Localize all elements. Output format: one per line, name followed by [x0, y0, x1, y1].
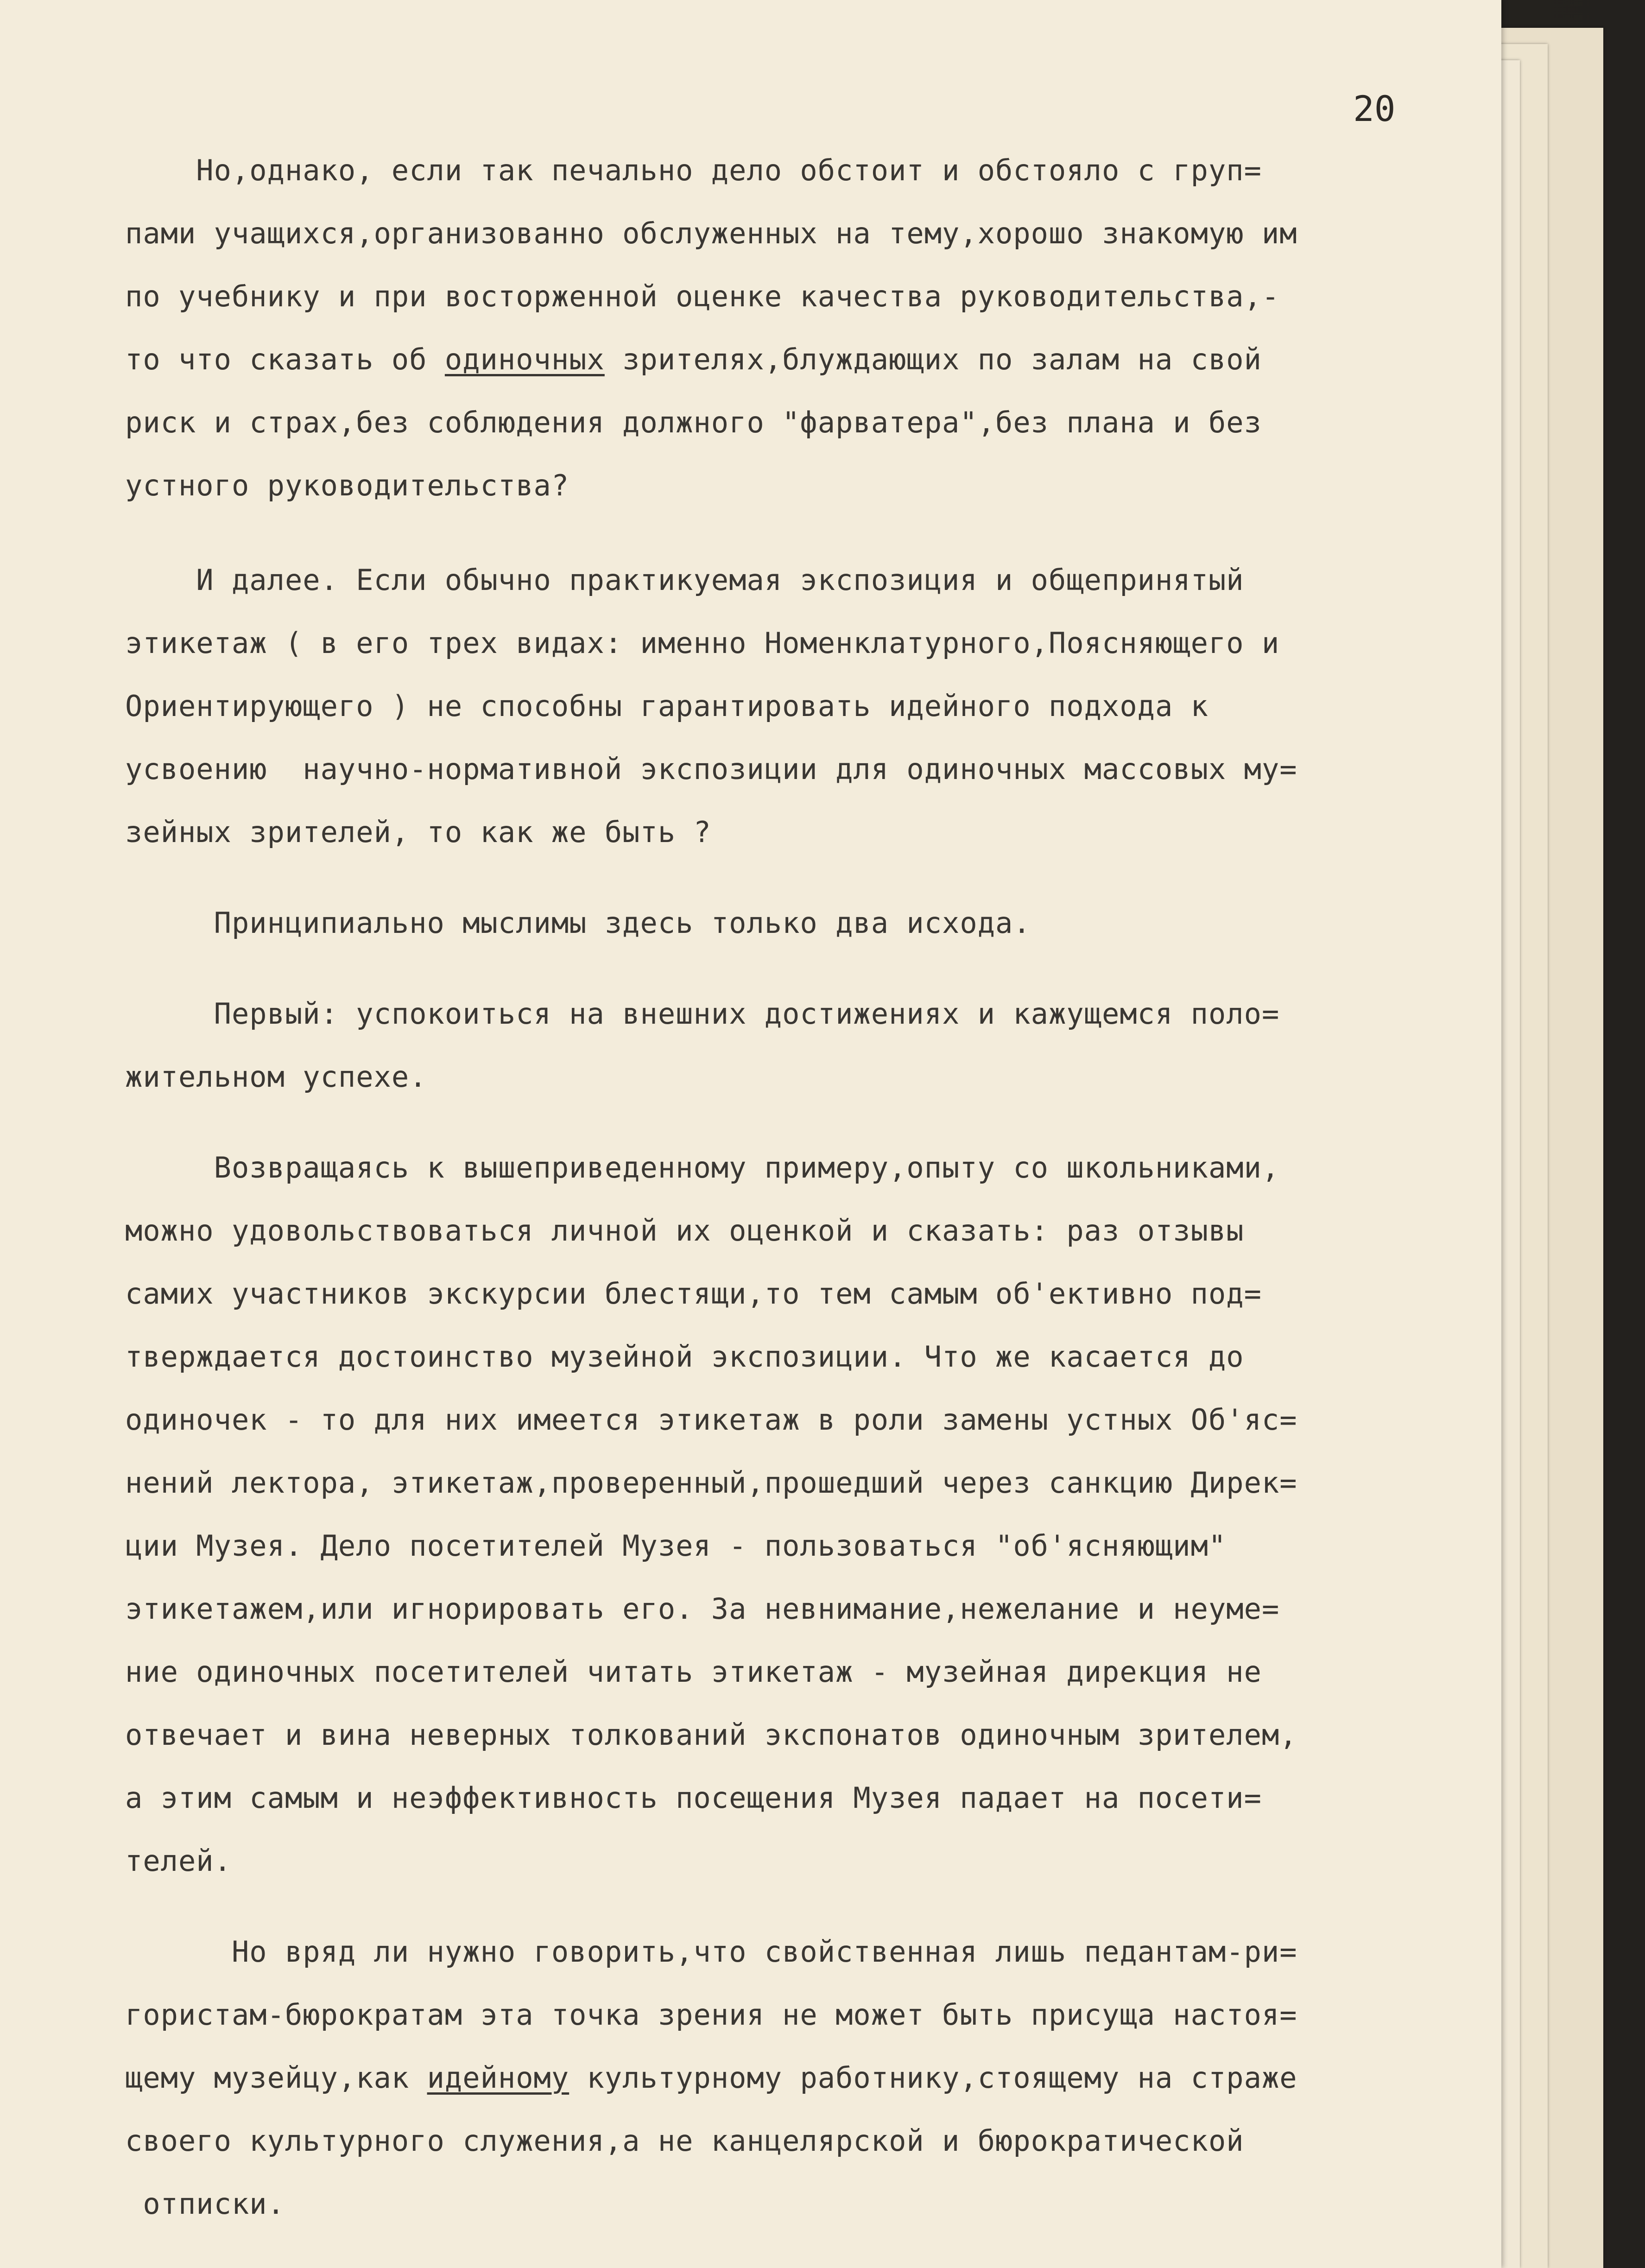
text-line [125, 1641, 1469, 1704]
text-segment: риск и страх,без соблюдения должного "фарватера",без плана и без [125, 405, 1262, 439]
text-segment: пами учащихся,организованно обслуженных на тему,хорошо знакомую им [125, 216, 1297, 250]
text-line [125, 1136, 1469, 1199]
text-line [125, 328, 1469, 391]
body-text [125, 139, 1469, 2236]
text-line [125, 982, 1469, 1045]
text-segment: зейных зрителей, то как же быть ? [125, 815, 711, 849]
text-segment: Принципиально мыслимы здесь только два исхода. [125, 906, 1031, 940]
underlined-word: одиночных [444, 342, 605, 376]
text-segment: жительном успехе. [125, 1060, 427, 1094]
text-line [125, 1262, 1469, 1325]
text-segment: Ориентирующего ) не способны гарантировать идейного подхода к [125, 689, 1208, 723]
text-line [125, 1388, 1469, 1451]
text-line [125, 2110, 1469, 2173]
text-line [125, 139, 1469, 202]
text-segment: культурному работнику,стоящему на страже [569, 2061, 1297, 2095]
paragraph [125, 549, 1469, 864]
text-line [125, 1514, 1469, 1577]
text-segment: а этим самым и неэффективность посещения Музея падает на посети= [125, 1781, 1262, 1815]
paragraph [125, 1920, 1469, 2236]
text-line [125, 2046, 1469, 2110]
text-segment: Но,однако, если так печально дело обстоит и обстояло с груп= [125, 153, 1262, 187]
text-segment: И далее. Если обычно практикуемая экспозиция и общепринятый [125, 563, 1244, 597]
paragraph-gap [125, 517, 1469, 549]
text-segment: этикетаж ( в его трех видах: именно Номенклатурного,Поясняющего и [125, 626, 1280, 660]
text-line [125, 1577, 1469, 1641]
text-line [125, 892, 1469, 955]
text-segment: ции Музея. Дело посетителей Музея - пользоваться "об'ясняющим" [125, 1529, 1227, 1563]
paragraph-gap [125, 864, 1469, 892]
text-segment: гористам-бюрократам эта точка зрения не может быть присуща настоя= [125, 1998, 1297, 2032]
text-line [125, 1325, 1469, 1388]
text-segment: можно удовольствоваться личной их оценкой и сказать: раз отзывы [125, 1214, 1244, 1248]
text-segment: этикетажем,или игнорировать его. За невнимание,нежелание и неуме= [125, 1592, 1280, 1626]
paragraph [125, 892, 1469, 955]
text-line [125, 454, 1469, 517]
page-number: 20 [1353, 88, 1396, 129]
text-line [125, 1451, 1469, 1514]
text-line [125, 738, 1469, 801]
text-segment: ние одиночных посетителей читать этикетаж - музейная дирекция не [125, 1655, 1262, 1689]
text-segment: усвоению научно-нормативной экспозиции для одиночных массовых му= [125, 752, 1297, 786]
text-line [125, 1920, 1469, 1983]
text-line [125, 1983, 1469, 2046]
paragraph [125, 1136, 1469, 1893]
text-segment: отписки. [125, 2187, 285, 2221]
text-line [125, 1045, 1469, 1109]
text-segment: самих участников экскурсии блестящи,то тем самым об'ективно под= [125, 1277, 1262, 1311]
paragraph [125, 982, 1469, 1109]
text-segment: Возвращаясь к вышеприведенному примеру,опыту со школьниками, [125, 1151, 1280, 1185]
text-segment: одиночек - то для них имеется этикетаж в роли замены устных Об'яс= [125, 1403, 1297, 1437]
paragraph [125, 139, 1469, 517]
paragraph-gap [125, 955, 1469, 982]
text-segment: по учебнику и при восторженной оценке качества руководительства,- [125, 279, 1280, 313]
text-line [125, 1830, 1469, 1893]
text-line [125, 549, 1469, 612]
text-segment: устного руководительства? [125, 469, 569, 502]
paragraph-gap [125, 1109, 1469, 1136]
text-segment: телей. [125, 1844, 232, 1878]
underlined-word: идейному [427, 2061, 569, 2095]
text-line [125, 1767, 1469, 1830]
text-segment: зрителях,блуждающих по залам на свой [604, 342, 1262, 376]
text-line [125, 1199, 1469, 1262]
text-segment: Но вряд ли нужно говорить,что свойственная лишь педантам-ри= [125, 1935, 1297, 1969]
text-line [125, 391, 1469, 454]
text-line [125, 202, 1469, 265]
text-line [125, 801, 1469, 864]
text-line [125, 1704, 1469, 1767]
text-segment: отвечает и вина неверных толкований экспонатов одиночным зрителем, [125, 1718, 1297, 1752]
text-line [125, 265, 1469, 328]
paragraph-gap [125, 1893, 1469, 1920]
text-line [125, 675, 1469, 738]
text-line [125, 2173, 1469, 2236]
text-segment: своего культурного служения,а не канцелярской и бюрократической [125, 2124, 1244, 2158]
text-segment: Первый: успокоиться на внешних достижениях и кажущемся поло= [125, 997, 1280, 1031]
text-line [125, 612, 1469, 675]
text-segment: нений лектора, этикетаж,проверенный,прошедший через санкцию Дирек= [125, 1466, 1297, 1500]
text-segment: тверждается достоинство музейной экспозиции. Что же касается до [125, 1340, 1244, 1374]
text-segment: то что сказать об [125, 342, 445, 376]
text-segment: щему музейцу,как [125, 2061, 427, 2095]
